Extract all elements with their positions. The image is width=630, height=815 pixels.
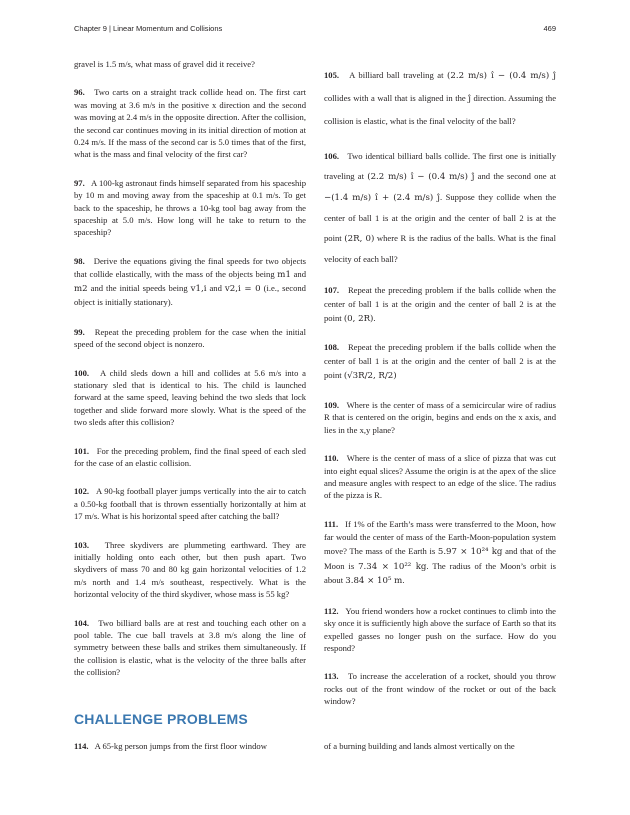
- problem-number: 107.: [324, 285, 340, 295]
- problem-110: [324, 452, 556, 502]
- math-m2: m2: [74, 284, 88, 295]
- problem-text: and the initial speeds being: [90, 283, 188, 294]
- problem-number: 102.: [74, 486, 90, 497]
- math-v2: v2,i = 0: [224, 284, 261, 295]
- problem-text: Where is the center of mass of a semicircular wire of radius R that is centered on the origin, begins and ends on the x axis, and lies in the x,y plane?: [324, 400, 556, 435]
- problem-114: [74, 740, 306, 752]
- right-column: [324, 64, 556, 720]
- problem-number: 113.: [324, 671, 339, 682]
- chapter-title: Chapter 9 | Linear Momentum and Collisions: [74, 24, 223, 33]
- problem-106: [324, 146, 556, 269]
- problem-97: [74, 177, 306, 239]
- page-number: 469: [543, 24, 556, 33]
- problem-112: [324, 605, 556, 655]
- problem-text: Repeat the preceding problem if the balls collide when the center of ball 1 is at the origin and the center of ball 2 is at the point: [324, 285, 556, 323]
- problem-111: [324, 518, 556, 589]
- problem-text: and the second one at: [477, 171, 556, 181]
- problem-96: [74, 86, 306, 160]
- problem-number: 96.: [74, 87, 85, 98]
- problem-113: [324, 670, 556, 707]
- problem-text: If 1% of the Earth’s mass were transferred to the Moon, how far would the center of mass of the Earth-Moon-population system move? The mass of the Earth is: [324, 518, 556, 557]
- problem-102: [74, 485, 306, 522]
- problem-109: [324, 399, 556, 436]
- problem-text: of a burning building and lands almost vertically on the: [324, 741, 515, 751]
- math-orbit-radius: 3.84 × 10⁵ m: [345, 576, 403, 587]
- section-heading: CHALLENGE PROBLEMS: [74, 711, 248, 727]
- problem-number: 111.: [324, 518, 339, 529]
- problem-number: 103.: [74, 539, 90, 550]
- problem-number: 97.: [74, 177, 85, 188]
- problem-text: You friend wonders how a rocket continues to climb into the sky once it is sufficiently high above the surface of Earth so that its expelled gasses no longer push on the surface. How do you respond?: [324, 605, 556, 654]
- problem-98: [74, 255, 306, 310]
- problem-text: (i.e., second object is initially stationary).: [74, 283, 306, 308]
- math-unit-vector: ĵ: [468, 94, 471, 104]
- problem-107: [324, 283, 556, 326]
- conjunction: and: [293, 269, 306, 280]
- problem-number: 101.: [74, 445, 90, 456]
- math-m1: m1: [277, 270, 291, 281]
- problem-number: 108.: [324, 342, 340, 352]
- problem-text: Repeat the preceding problem for the case when the initial speed of the second object is nonzero.: [74, 326, 306, 350]
- math-earth-mass: 5.97 × 10²⁴ kg: [437, 547, 503, 558]
- problem-text: Two billiard balls are at rest and touching each other on a pool table. The cue ball travels at 3.8 m/s along the line of symmetry between these balls and strikes them simultaneously. If the collision is elastic, what is the velocity of the three balls after the collision?: [74, 617, 306, 678]
- math-velocity-1: (2.2 m/s) î − (0.4 m/s) ĵ: [367, 172, 475, 182]
- problem-number: 109.: [324, 400, 340, 410]
- problem-text: . The radius of the Moon’s orbit is about: [324, 560, 556, 586]
- problem-text: A child sleds down a hill and collides at 5.6 m/s into a stationary sled that is identical to his. The child is launched forward at the same speed, leaving behind the two sleds that lock together and slide forward more slowly. What is the speed of the two sleds after this collision?: [74, 367, 306, 428]
- problem-text: A 100-kg astronaut finds himself separated from his spaceship by 10 m and moving away from the spaceship at 0.1 m/s. To get back to the spaceship, he throws a 10-kg tool bag away from the spaceship at 5.0 m/s. How long will he take to return to the spaceship?: [74, 177, 306, 238]
- math-point: (2R, 0): [344, 234, 375, 244]
- left-column: [74, 58, 306, 691]
- math-velocity: (2.2 m/s) î − (0.4 m/s) ĵ: [447, 71, 556, 81]
- problem-text: collides with a wall that is aligned in the: [324, 93, 466, 103]
- problem-104: [74, 617, 306, 679]
- problem-99: [74, 326, 306, 351]
- problem-text: Repeat the preceding problem if the balls collide when the center of ball 1 is at the origin and the center of ball 2 is at the point: [324, 342, 556, 380]
- problem-103: [74, 539, 306, 601]
- problem-text: gravel is 1.5 m/s, what mass of gravel did it receive?: [74, 59, 255, 69]
- problem-108: [324, 340, 556, 383]
- math-point: (√3R/2, R/2): [343, 371, 397, 381]
- conjunction: and: [209, 283, 222, 294]
- problem-101: [74, 445, 306, 470]
- problem-text: where R is the radius of the balls. What is the final velocity of each ball?: [324, 233, 556, 264]
- problem-number: 99.: [74, 326, 85, 337]
- math-moon-mass: 7.34 × 10²² kg: [358, 561, 427, 572]
- problem-text: A 65-kg person jumps from the first floor window: [94, 741, 267, 751]
- problem-number: 104.: [74, 617, 90, 628]
- problem-text: direction. Assuming the collision is elastic, what is the final velocity of the ball?: [324, 93, 557, 126]
- problem-114-continued: [324, 740, 556, 752]
- problem-text: Two identical billiard balls collide. The first one is initially traveling at: [324, 151, 556, 181]
- problem-text: . Suppose they collide when the center of ball 1 is at the origin and the center of ball 2 is at the point: [324, 192, 557, 243]
- problem-text: and that of the Moon is: [324, 546, 556, 571]
- problem-text: For the preceding problem, find the final speed of each sled for the case of an elastic collision.: [74, 445, 306, 468]
- punctuation: .: [373, 313, 376, 323]
- punctuation: .: [402, 575, 405, 586]
- problem-text: A billiard ball traveling at: [349, 70, 444, 80]
- problem-105: [324, 64, 556, 132]
- problem-text: A 90-kg football player jumps vertically into the air to catch a 0.50-kg football that is thrown essentially horizontally at him at 17 m/s. What is his horizontal speed after catching the ball?: [74, 486, 306, 522]
- problem-number: 98.: [74, 255, 85, 266]
- problem-number: 112.: [324, 605, 339, 616]
- problem-number: 110.: [324, 453, 339, 464]
- problem-text: To increase the acceleration of a rocket, should you throw rocks out of the front window of the rocket or out of the back window?: [324, 671, 556, 707]
- problem-number: 100.: [74, 367, 90, 378]
- problem-number: 106.: [324, 151, 340, 161]
- problem-100: [74, 367, 306, 429]
- problem-number: 114.: [74, 741, 89, 751]
- problem-95-continued: [74, 58, 306, 70]
- math-velocity-2: −(1.4 m/s) î + (2.4 m/s) ĵ: [324, 193, 440, 203]
- problem-text: Two carts on a straight track collide head on. The first cart was moving at 3.6 m/s in the positive x direction and the second was moving at 2.4 m/s in the opposite direction. After the collision, the second car continues moving in its initial direction of motion at 0.24 m/s. If the mass of the second car is 5.0 times that of the first, what is the mass and final velocity of the first car?: [74, 87, 306, 160]
- math-point: (0, 2R): [343, 314, 374, 324]
- problem-number: 105.: [324, 70, 340, 80]
- math-v1: v1,i: [190, 284, 207, 295]
- problem-text: Derive the equations giving the final speeds for two objects that collide elastically, with the mass of the objects being: [74, 255, 306, 280]
- problem-text: Where is the center of mass of a slice of pizza that was cut into eight equal slices? Assume the origin is at the apex of the slice and measure angles with respect to an edge of the slice. The radius of the pizza is R.: [324, 453, 557, 501]
- problem-text: Three skydivers are plummeting earthward. They are initially holding onto each other, but then push apart. Two skydivers of mass 70 and 80 kg gain horizontal velocities of 1.2 m/s north and 1.4 m/s southeast, respectively. What is the horizontal velocity of the third skydiver, whose mass is 55 kg?: [74, 539, 306, 600]
